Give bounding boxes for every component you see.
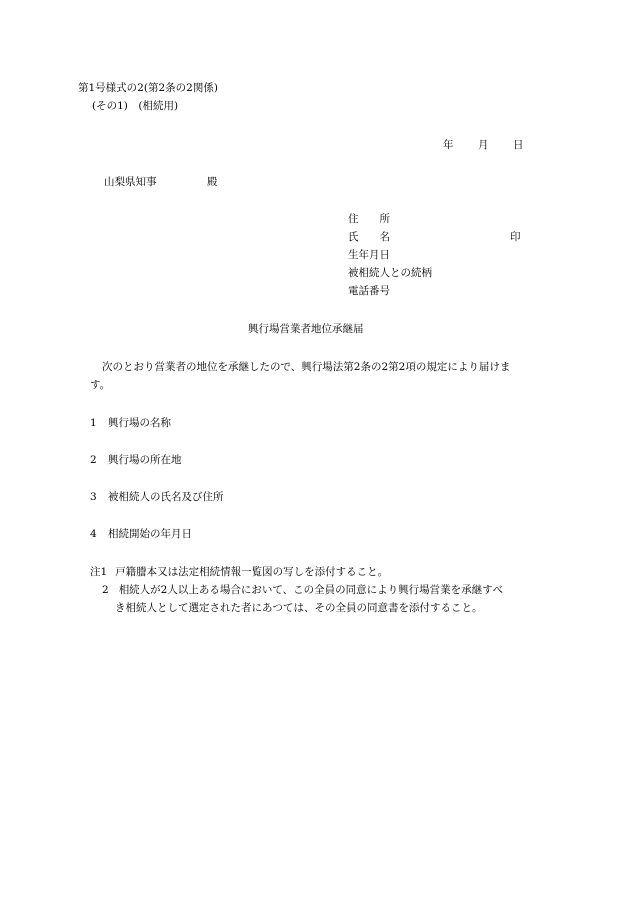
applicant-birthdate-label: 生年月日	[348, 249, 390, 261]
list-item	[90, 417, 171, 430]
form-number: 第1号様式の2(第2条の2関係)	[78, 82, 218, 94]
addressee-name: 山梨県知事	[104, 176, 157, 188]
list-item-label: 興行場の名称	[108, 417, 171, 429]
note-1-prefix: 注1	[90, 566, 108, 578]
note-2-text-line1: 相続人が2人以上ある場合において、この全員の同意により興行場営業を承継すべ	[118, 584, 503, 596]
document-title: 興行場営業者地位承継届	[248, 323, 364, 335]
list-item-number: 4	[90, 528, 97, 540]
list-item-label: 被相続人の氏名及び住所	[108, 491, 224, 503]
list-item	[90, 528, 192, 541]
body-text-line2: す。	[90, 379, 111, 391]
seal-mark: 印	[510, 231, 521, 243]
list-item-number: 2	[90, 454, 97, 466]
addressee-honorific: 殿	[207, 176, 218, 188]
applicant-phone-label: 電話番号	[348, 285, 390, 297]
list-item-label: 相続開始の年月日	[108, 528, 192, 540]
note-2	[102, 584, 503, 597]
note-2-continuation: き相続人として選定された者にあつては、その全員の同意書を添付すること。	[115, 602, 483, 614]
applicant-name-label: 氏 名	[348, 231, 390, 243]
list-item-number: 1	[90, 417, 97, 429]
note-1	[90, 566, 388, 579]
form-subtitle: (その1) (相続用)	[92, 100, 179, 112]
note-2-number: 2	[102, 584, 109, 596]
note-1-text: 戸籍謄本又は法定相続情報一覧図の写しを添付すること。	[115, 566, 389, 578]
list-item-number: 3	[90, 491, 97, 503]
applicant-relation-label: 被相続人との続柄	[348, 267, 432, 279]
date-year: 年	[443, 139, 454, 151]
list-item	[90, 491, 224, 504]
list-item	[90, 454, 182, 467]
body-text-line1: 次のとおり営業者の地位を承継したので、興行場法第2条の2第2項の規定により届けま	[102, 361, 511, 373]
list-item-label: 興行場の所在地	[108, 454, 182, 466]
applicant-address-label: 住 所	[348, 213, 390, 225]
date-day: 日	[513, 139, 524, 151]
date-month: 月	[478, 139, 489, 151]
